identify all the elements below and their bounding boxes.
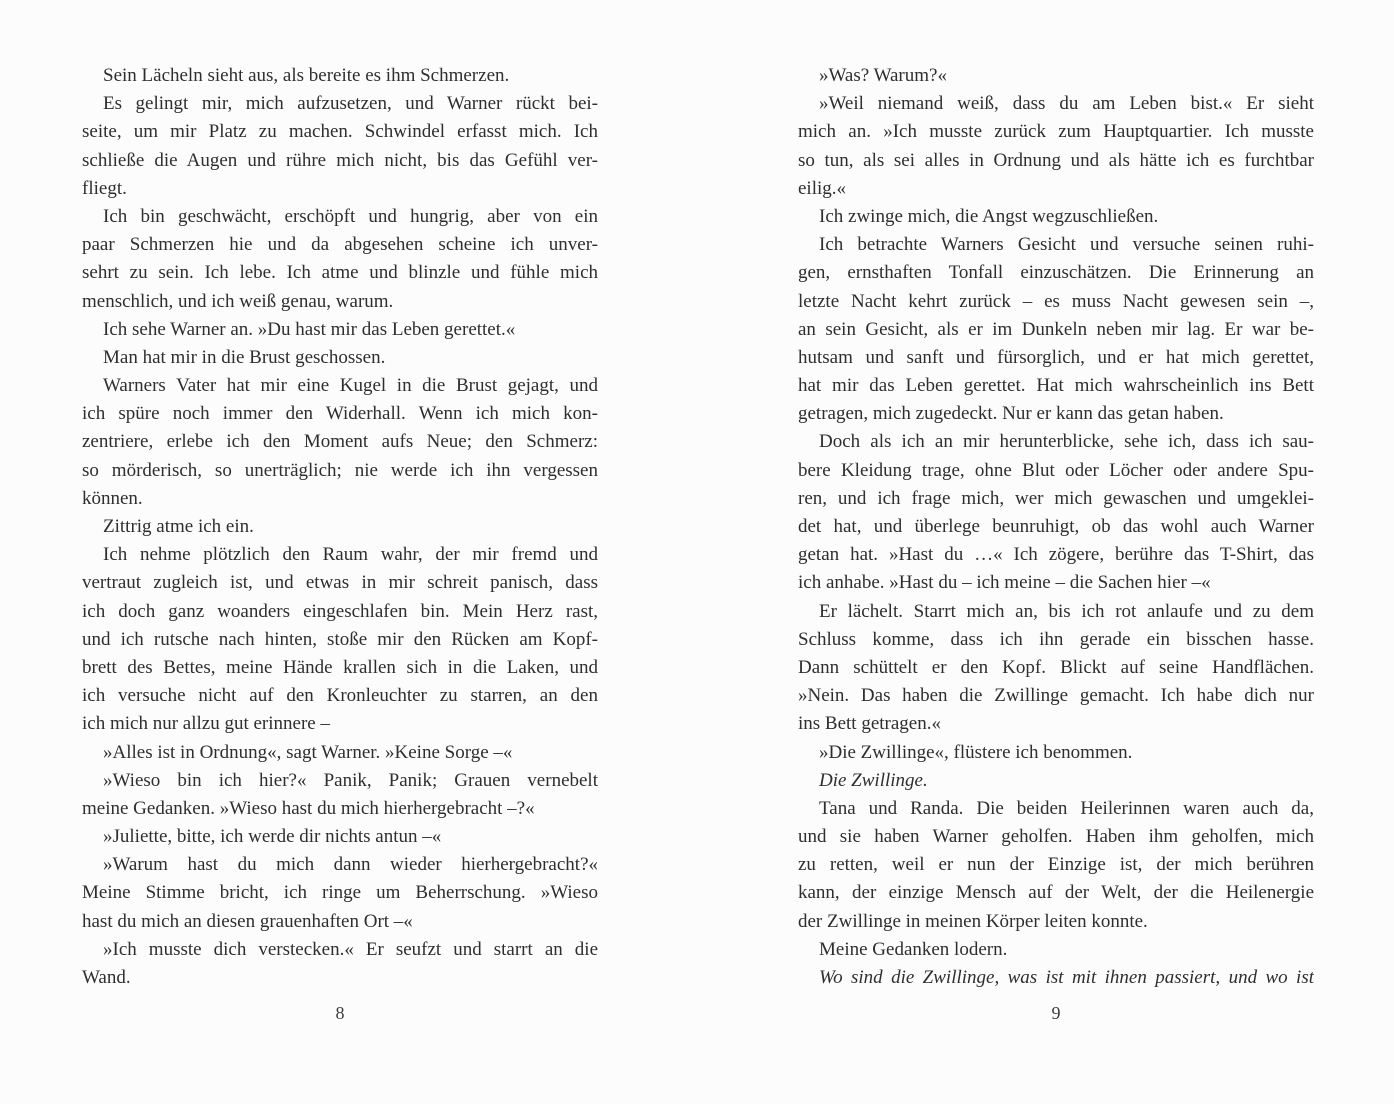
text-line: Doch als ich an mir herunterblicke, sehe ich, dass ich sau- (819, 431, 1314, 453)
text-line: und ich rutsche nach hinten, stoße mir den Rücken am Kopf- (82, 628, 598, 650)
text-line: »Alles ist in Ordnung«, sagt Warner. »Keine Sorge –« (103, 741, 513, 763)
text-line: ren, und ich frage mich, wer mich gewaschen und umgeklei- (798, 487, 1314, 509)
text-line: Dann schüttelt er den Kopf. Blickt auf seine Handflächen. (798, 656, 1314, 678)
page-left-text (82, 62, 598, 992)
text-line: hast du mich an diesen grauenhaften Ort –« (82, 910, 413, 932)
text-line: an sein Gesicht, als er im Dunkeln neben mir lag. Er war be- (798, 318, 1314, 340)
text-line: »Die Zwillinge«, flüstere ich benommen. (819, 741, 1133, 763)
text-line: können. (82, 487, 143, 509)
text-line: »Weil niemand weiß, dass du am Leben bist.« Er sieht (819, 93, 1314, 115)
text-line: so mörderisch, so unerträglich; nie werde ich ihn vergessen (82, 459, 598, 481)
text-line: »Juliette, bitte, ich werde dir nichts antun –« (103, 826, 442, 848)
text-line: ich spüre noch immer den Widerhall. Wenn ich mich kon- (82, 403, 598, 425)
text-line: getan hat. »Hast du …« Ich zögere, berühre das T-Shirt, das (798, 544, 1314, 566)
text-line: fliegt. (82, 177, 127, 199)
text-line: vertraut zugleich ist, und etwas in mir schreit panisch, dass (82, 572, 598, 594)
text-line: »Ich musste dich verstecken.« Er seufzt und starrt an die (103, 938, 598, 960)
page-number-left: 8 (335, 1003, 345, 1024)
text-line: zentriere, erlebe ich den Moment aufs Neue; den Schmerz: (82, 431, 598, 453)
text-line: hat mir das Leben gerettet. Hat mich wahrscheinlich ins Bett (798, 375, 1314, 397)
text-line: Man hat mir in die Brust geschossen. (103, 346, 386, 368)
text-line: Sein Lächeln sieht aus, als bereite es ihm Schmerzen. (103, 65, 510, 86)
text-line: Meine Stimme bricht, ich ringe um Beherrschung. »Wieso (82, 882, 598, 904)
page-number-right: 9 (1051, 1003, 1061, 1024)
text-line: »Warum hast du mich dann wieder hierhergebracht?« (103, 854, 598, 876)
text-line: Wo sind die Zwillinge, was ist mit ihnen passiert, und wo ist (819, 967, 1314, 988)
text-line: menschlich, und ich weiß genau, warum. (82, 290, 394, 312)
text-line: ich doch ganz woanders eingeschlafen bin. Mein Herz rast, (82, 600, 598, 622)
text-line: letzte Nacht kehrt zurück – es muss Nacht gewesen sein –, (798, 290, 1314, 312)
text-line: mich an. »Ich musste zurück zum Hauptquartier. Ich musste (798, 121, 1314, 143)
text-line: sehrt zu sein. Ich lebe. Ich atme und blinzle und fühle mich (82, 262, 598, 284)
text-line: »Was? Warum?« (819, 65, 947, 86)
text-line: paar Schmerzen hie und da abgesehen scheine ich unver- (82, 234, 598, 256)
text-line: Wand. (82, 967, 131, 988)
text-line: ich versuche nicht auf den Kronleuchter zu starren, an den (82, 685, 598, 707)
text-line: gen, ernsthaften Tonfall einzuschätzen. Die Erinnerung an (798, 262, 1314, 284)
text-line: ich anhabe. »Hast du – ich meine – die Sachen hier –« (798, 572, 1211, 594)
text-line: hutsam und sanft und fürsorglich, und er hat mich gerettet, (798, 346, 1314, 368)
text-line: getragen, mich zugedeckt. Nur er kann das getan haben. (798, 403, 1224, 425)
text-line: Ich sehe Warner an. »Du hast mir das Leben gerettet.« (103, 318, 516, 340)
text-line: zu retten, weil er nun der Einzige ist, der mich berühren (798, 854, 1314, 876)
text-line: Meine Gedanken lodern. (819, 938, 1008, 960)
text-line: Ich zwinge mich, die Angst wegzuschließen. (819, 205, 1159, 227)
page-left (82, 62, 598, 1024)
text-line: det hat, und überlege beunruhigt, ob das wohl auch Warner (798, 516, 1314, 537)
page-right-text (798, 62, 1314, 992)
text-line: Tana und Randa. Die beiden Heilerinnen waren auch da, (819, 797, 1314, 819)
page-right (798, 62, 1314, 1024)
text-line: und sie haben Warner geholfen. Haben ihm geholfen, mich (798, 826, 1314, 848)
text-line: Er lächelt. Starrt mich an, bis ich rot anlaufe und zu dem (819, 600, 1314, 622)
text-line: Warners Vater hat mir eine Kugel in die Brust gejagt, und (103, 375, 598, 397)
text-line: seite, um mir Platz zu machen. Schwindel erfasst mich. Ich (82, 121, 598, 143)
text-line: schließe die Augen und rühre mich nicht, bis das Gefühl ver- (82, 149, 598, 171)
text-line: Ich nehme plötzlich den Raum wahr, der mir fremd und (103, 544, 598, 566)
text-line: »Nein. Das haben die Zwillinge gemacht. Ich habe dich nur (798, 685, 1314, 707)
text-line: eilig.« (798, 177, 847, 199)
text-line: »Wieso bin ich hier?« Panik, Panik; Grauen vernebelt (103, 769, 598, 791)
text-line: Zittrig atme ich ein. (103, 516, 254, 537)
text-line: Die Zwillinge. (819, 769, 928, 791)
text-line: bere Kleidung trage, ohne Blut oder Löcher oder andere Spu- (798, 459, 1314, 481)
text-line: kann, der einzige Mensch auf der Welt, der die Heilenergie (798, 882, 1314, 904)
text-line: Es gelingt mir, mich aufzusetzen, und Warner rückt bei- (103, 93, 598, 115)
text-line: ich mich nur allzu gut erinnere – (82, 713, 330, 735)
text-line: meine Gedanken. »Wieso hast du mich hierhergebracht –?« (82, 797, 535, 819)
text-line: ins Bett getragen.« (798, 713, 941, 735)
text-line: brett des Bettes, meine Hände krallen sich in die Laken, und (82, 656, 598, 678)
text-line: Ich betrachte Warners Gesicht und versuche seinen ruhi- (819, 234, 1314, 256)
text-line: so tun, als sei alles in Ordnung und als hätte ich es furchtbar (798, 149, 1314, 171)
text-line: Schluss komme, dass ich ihn gerade ein bisschen hasse. (798, 628, 1314, 650)
text-line: Ich bin geschwächt, erschöpft und hungrig, aber von ein (103, 205, 598, 227)
text-line: der Zwillinge in meinen Körper leiten konnte. (798, 910, 1148, 932)
